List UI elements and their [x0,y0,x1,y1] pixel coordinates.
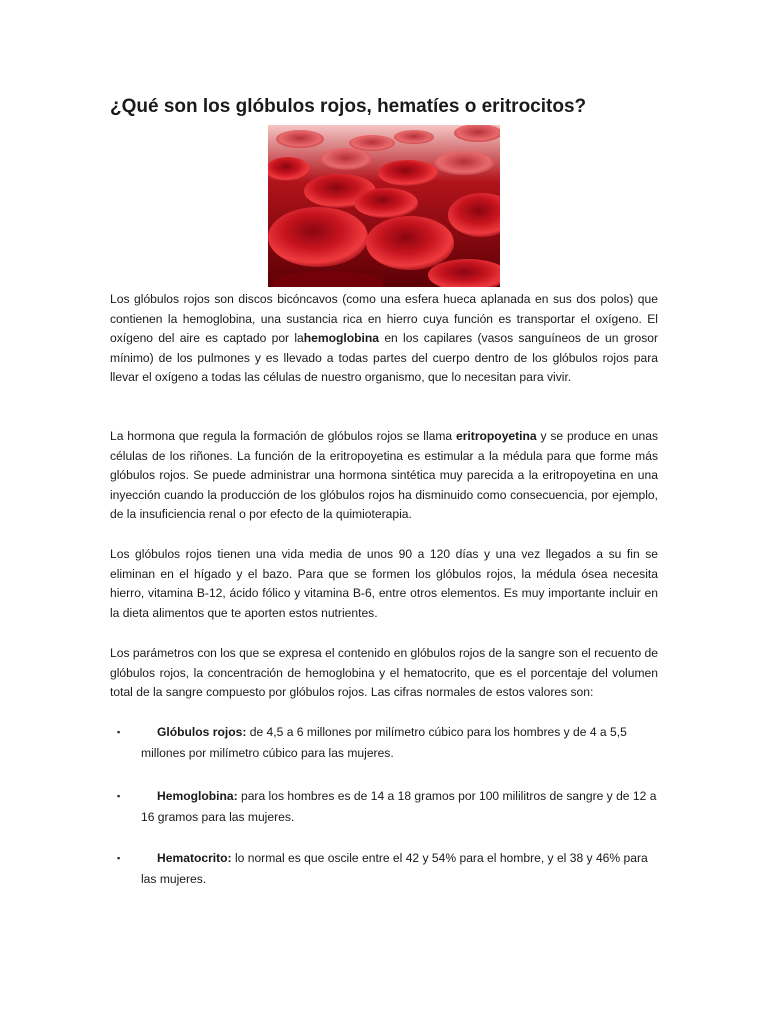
list-item-text [141,786,658,828]
paragraph-lifespan: Los glóbulos rojos tienen una vida media de unos 90 a 120 días y una vez llegados a su fin se eliminan en el hígado y el bazo. Para que se formen los glóbulos rojos, la médula ósea necesita hierro, vitamina B-12, ácido fólico y vitamina B-6, entre otros elementos. Es muy importante incluir en la dieta alimentos que te aporten estos nutrientes. [110,547,658,620]
red-blood-cells-image [268,125,500,287]
list-item [110,786,658,828]
list-item-text [141,722,658,764]
list-item [110,722,658,764]
bullet-icon: ▪ [117,727,121,737]
paragraph-definition [110,290,658,388]
paragraph-text: La hormona que regula la formación de glóbulos rojos se llama [110,429,456,443]
paragraph-parameters: Los parámetros con los que se expresa el contenido en glóbulos rojos de la sangre son el recuento de glóbulos rojos, la concentración de hemoglobina y el hematocrito, que es el porcentaje del volumen total de la sangre compuesto por glóbulos rojos. Las cifras normales de estos valores son: [110,646,658,700]
list-item-desc: para los hombres es de 14 a 18 gramos por 100 mililitros de sangre y de 12 a 16 gramos para las mujeres. [141,789,657,824]
paragraph-hormone [110,427,658,525]
keyword-eritropoyetina: eritropoyetina [456,429,537,443]
paragraph-text: Los glóbulos rojos son discos bicóncavos (como una esfera hueca aplanada en sus dos polos) que contienen la hemoglobina, una sustancia rica en hierro cuya función es transportar el oxígeno. El oxígeno del aire es captado por la [110,292,658,346]
list-item-term: Hematocrito: [157,851,232,865]
bullet-icon: ▪ [117,791,121,801]
keyword-hemoglobina: hemoglobina [303,331,380,346]
list-item-term: Glóbulos rojos: [157,725,247,739]
bullet-icon: ▪ [117,853,121,863]
list-item-desc: de 4,5 a 6 millones por milímetro cúbico para los hombres y de 4 a 5,5 millones por milímetro cúbico para las mujeres. [141,725,627,760]
page-title: ¿Qué son los glóbulos rojos, hematíes o eritrocitos? [110,96,587,117]
list-item-term: Hemoglobina: [157,789,238,803]
paragraph-text: y se produce en unas células de los riñones. La función de la eritropoyetina es estimular a la médula para que forme más glóbulos rojos. Se puede administrar una hormona sintética muy parecida a la eritropoyetina en una inyección cuando la producción de los glóbulos rojos ha disminuido como consecuencia, por ejemplo, de la insuficiencia renal o por efecto de la quimioterapia. [110,429,658,522]
paragraph-text: en los capilares (vasos sanguíneos de un grosor mínimo) de los pulmones y es llevado a todas partes del cuerpo dentro de los glóbulos rojos para llevar el oxígeno a todas las células de nuestro organismo, que lo necesitan para vivir. [110,331,658,385]
list-item-text [141,848,658,890]
list-item-desc: lo normal es que oscile entre el 42 y 54% para el hombre, y el 38 y 46% para las mujeres. [141,851,648,886]
list-item [110,848,658,890]
